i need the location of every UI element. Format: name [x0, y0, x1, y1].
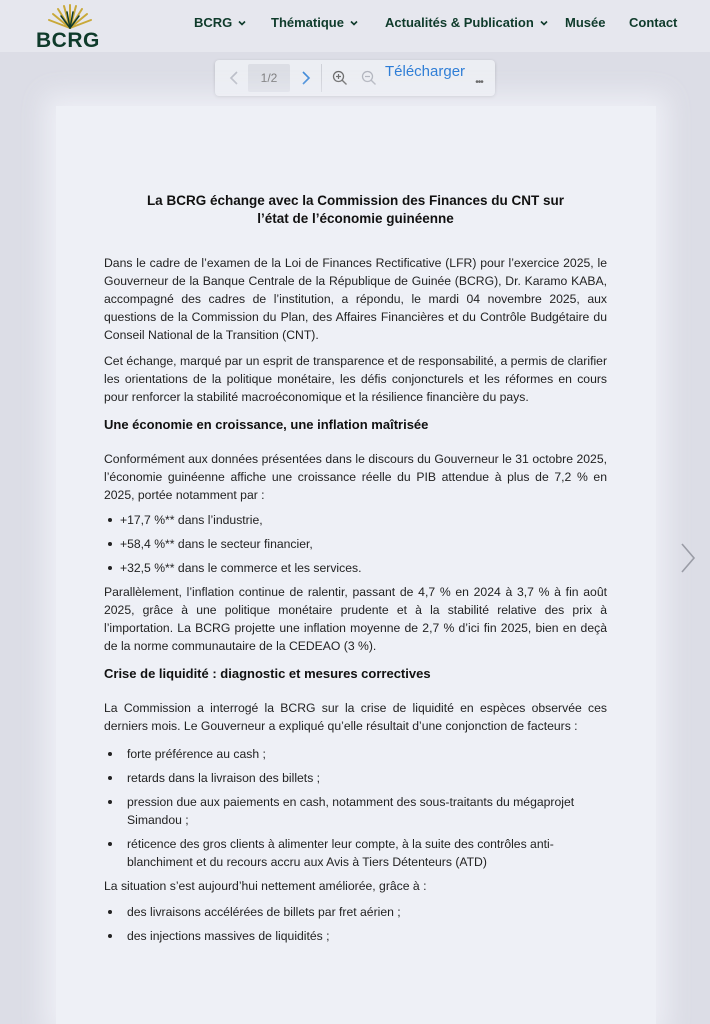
- chevron-left-icon: [229, 70, 239, 86]
- title-line-2: l’état de l’économie guinéenne: [257, 211, 454, 226]
- list-item: +58,4 %** dans le secteur financier,: [104, 535, 607, 553]
- bcrg-logo[interactable]: [34, 2, 110, 50]
- logo-text: BCRG: [36, 29, 100, 52]
- list-item: +32,5 %** dans le commerce et les services.: [104, 559, 607, 577]
- nav-label: BCRG: [194, 15, 233, 30]
- nav-label: Contact: [629, 15, 678, 30]
- document-title: [104, 192, 607, 228]
- intro-paragraph-2: Cet échange, marqué par un esprit de transparence et de responsabilité, a permis de clarifier les orientations de la politique monétaire, les défis conjoncturels et les réformes en cours pour renforcer la stabilité macroéconomique et la résilience financière du pays.: [104, 354, 607, 404]
- section-1-paragraph-1: Conformément aux données présentées dans le discours du Gouverneur le 31 octobre 2025, l’économie guinéenne affiche une croissance réelle du PIB attendue à plus de 7,2 % en 2025, portée notamment par :: [104, 452, 607, 502]
- list-item: réticence des gros clients à alimenter leur compte, à la suite des contrôles anti-blanchiment et du recours accru aux Avis à Tiers Détenteurs (ATD): [104, 835, 607, 871]
- zoom-out-icon: [361, 70, 377, 86]
- section-2-paragraph-2: La situation s’est aujourd’hui nettement améliorée, grâce à :: [104, 879, 427, 893]
- list-item: pression due aux paiements en cash, notamment des sous-traitants du mégaprojet Simandou ;: [104, 793, 607, 829]
- intro-paragraph-1: Dans le cadre de l’examen de la Loi de Finances Rectificative (LFR) pour l’exercice 2025, le Gouverneur de la Banque Centrale de la République de Guinée (BCRG), Dr. Karamo KABA, accompagné des cadres de l’institution, a répondu, le mardi 04 novembre 2025, aux questions de la Commission du Plan, des Affaires Financières et du Contrôle Budgétaire du Conseil National de la Transition (CNT).: [104, 256, 607, 342]
- nav-item-thematique[interactable]: [271, 15, 358, 30]
- title-line-1: La BCRG échange avec la Commission des Finances du CNT sur: [146, 193, 565, 208]
- document-content: [104, 192, 607, 951]
- chevron-down-icon: [350, 19, 358, 27]
- next-page-button[interactable]: [293, 60, 319, 96]
- section-1-heading: Une économie en croissance, une inflation maîtrisée: [104, 417, 429, 432]
- section-1-paragraph-2: Parallèlement, l’inflation continue de ralentir, passant de 4,7 % en 2024 à 3,7 % à fin août 2025, grâce à une politique monétaire prudente et à la stabilité relative des prix à l’importation. La BCRG projette une inflation moyenne de 2,7 % d’ici fin 2025, bien en deçà de la norme communautaire de la CEDEAO (3 %).: [104, 585, 607, 653]
- growth-list: [104, 511, 607, 577]
- toolbar-divider: [321, 64, 322, 92]
- next-page-arrow[interactable]: [678, 540, 698, 576]
- page-indicator[interactable]: 1/2: [248, 64, 290, 92]
- nav-item-actualites[interactable]: [385, 15, 548, 30]
- nav-label: Thématique: [271, 15, 344, 30]
- download-link[interactable]: Télécharger: [385, 63, 466, 80]
- section-2-heading: Crise de liquidité : diagnostic et mesures correctives: [104, 666, 431, 681]
- document-page: [56, 106, 656, 1024]
- list-item: des injections massives de liquidités ;: [104, 927, 607, 945]
- chevron-down-icon: [238, 19, 246, 27]
- chevron-down-icon: [540, 19, 548, 27]
- list-item: +17,7 %** dans l’industrie,: [104, 511, 607, 529]
- nav-item-contact[interactable]: [629, 15, 677, 30]
- nav-item-musee[interactable]: [565, 15, 605, 30]
- sunburst-logo-icon: [42, 2, 98, 30]
- liquidity-factors-list: [104, 745, 607, 871]
- improvement-list: [104, 903, 607, 945]
- list-item: forte préférence au cash ;: [104, 745, 607, 763]
- zoom-out-button[interactable]: [356, 60, 382, 96]
- previous-page-button[interactable]: [221, 60, 247, 96]
- chevron-right-icon: [678, 540, 698, 576]
- zoom-in-icon: [332, 70, 348, 86]
- nav-item-bcrg[interactable]: [194, 15, 246, 30]
- zoom-in-button[interactable]: [327, 60, 353, 96]
- nav-label: Actualités & Publication: [385, 15, 534, 30]
- section-2-paragraph-1: La Commission a interrogé la BCRG sur la crise de liquidité en espèces observée ces derniers mois. Le Gouverneur a expliqué qu’elle résultait d’une conjonction de facteurs :: [104, 701, 607, 733]
- pdf-toolbar: [215, 60, 495, 96]
- list-item: des livraisons accélérées de billets par fret aérien ;: [104, 903, 607, 921]
- top-navigation: [0, 0, 710, 52]
- chevron-right-icon: [301, 70, 311, 86]
- more-options-button[interactable]: •••: [475, 76, 483, 88]
- list-item: retards dans la livraison des billets ;: [104, 769, 607, 787]
- nav-label: Musée: [565, 15, 606, 30]
